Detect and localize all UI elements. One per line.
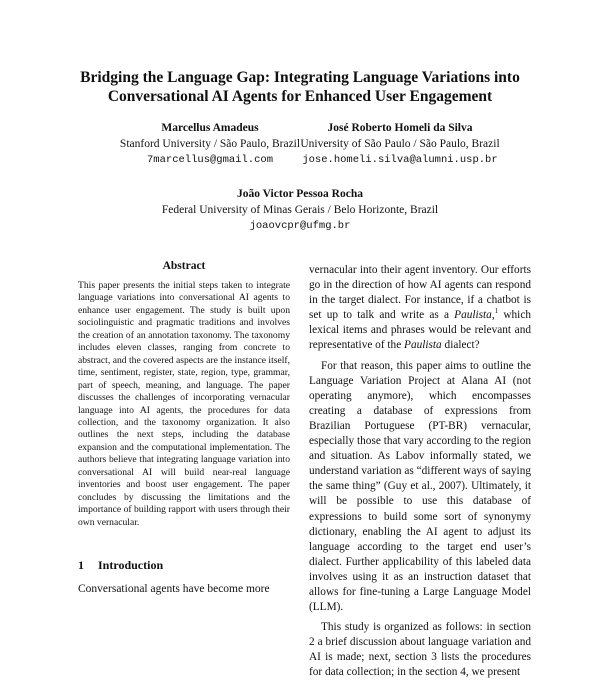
author-affiliation: University of São Paulo / São Paulo, Brazil [300, 138, 500, 150]
title-line-1: Bridging the Language Gap: Integrating Language Variations into [80, 69, 520, 86]
author-name: Marcellus Amadeus [161, 122, 259, 134]
introduction-paragraph: Conversational agents have become more [78, 583, 270, 595]
footnote-marker: 1 [494, 307, 499, 316]
section-title: Introduction [98, 558, 164, 572]
abstract-heading: Abstract [162, 260, 206, 272]
right-column [309, 263, 531, 681]
abstract-section [78, 260, 290, 529]
author-affiliation: Federal University of Minas Gerais / Belo Horizonte, Brazil [161, 204, 439, 216]
author-block-3 [100, 186, 500, 234]
italic-term: Paulista [404, 339, 442, 352]
section-heading-introduction [78, 558, 163, 573]
abstract-body: This paper presents the initial steps taken to integrate language variations into conversational AI agents to enhance user engagement. The study is built upon sociolinguistic and pragmatic traditions and involves the creation of an annotation taxonomy. The taxonomy includes eleven classes, ranging from concrete to abstract, and the covered aspects are the instance itself, time, sentiment, register, state, region, type, grammar, part of speech, meaning, and language. The paper discusses the challenges of incorporating vernacular language into AI agents, the procedures for data collection, and the taxonomy organization. It also outlines the next steps, including the database expansion and the computational implementation. The authors believe that integrating language variation into conversational AI will build near-real language inventories and boost user engagement. The paper concludes by discussing the limitations and the importance of building rapport with users through their own vernacular. [78, 280, 290, 528]
author-affiliation: Stanford University / São Paulo, Brazil [119, 138, 301, 150]
title-line-2: Conversational AI Agents for Enhanced User Engagement [107, 88, 493, 105]
author-name: José Roberto Homeli da Silva [327, 122, 473, 134]
right-paragraph-3: This study is organized as follows: in section 2 a brief discussion about language variation and AI is made; next, section 3 lists the procedures for data collection; in the section 4, we present [309, 621, 531, 679]
author-email: jose.homeli.silva@alumni.usp.br [302, 154, 498, 166]
right-paragraph-1: vernacular into their agent inventory. Our efforts go in the direction of how AI agents can respond in the target dialect. For instance, if a chatbot is set up to talk and write as a Paulista,$^1$ which lexical items and phrases would be relevant and representative of the Paulista dialect? [309, 264, 531, 352]
paper-title [40, 68, 560, 106]
author-block-2 [290, 120, 510, 168]
right-paragraph-2: For that reason, this paper aims to outline the Language Variation Project at Alana AI (not operating anymore), which encompasses creating a database of expressions from Brazilian Portuguese (PT-BR) vernacular, especially those that vary according to the region and situation. As Labov informally stated, we understand variation as “different ways of saying the same thing” (Guy et al., 2007). Ultimately, it will be possible to use this database of expressions to build some sort of synonymy dictionary, enabling the AI agent to adjust its language according to the target end user’s dialect. Further applicability of this labeled data involves using it as an instruction dataset that allows for fine-tuning a Large Language Model (LLM). [309, 359, 531, 614]
author-email: 7marcellus@gmail.com [146, 154, 274, 166]
italic-term: Paulista [454, 309, 492, 322]
section-number: 1 [78, 558, 84, 572]
author-name: João Victor Pessoa Rocha [237, 188, 363, 200]
author-email: joaovcpr@ufmg.br [249, 220, 351, 232]
